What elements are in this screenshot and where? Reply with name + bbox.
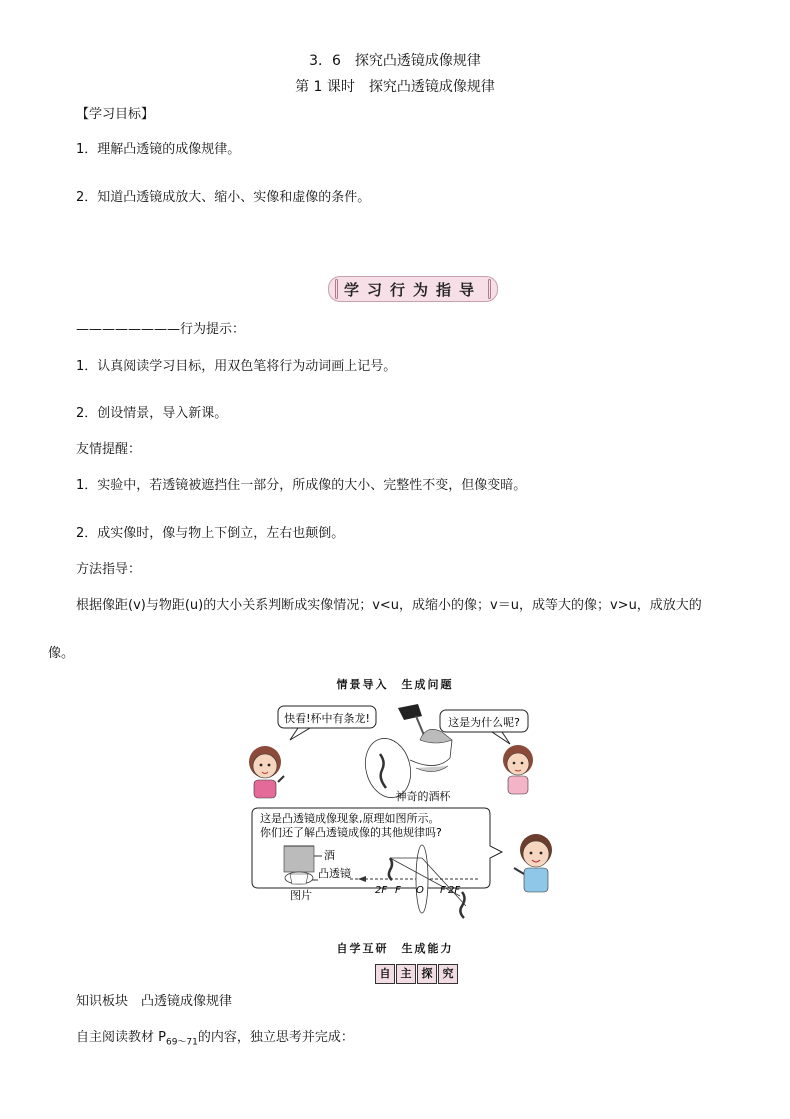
lens-illustration — [240, 696, 570, 936]
girl-right-icon — [503, 745, 533, 794]
reminder-item: 1．实验中，若透镜被遮挡住一部分，所成像的大小、完整性不变，但像变暗。 — [76, 478, 527, 493]
lesson-subtitle: 第 1 课时 探究凸透镜成像规律 — [295, 79, 495, 95]
explain-line-2: 你们还了解凸透镜成像的其他规律吗? — [260, 826, 442, 839]
knowledge-instruction — [76, 1026, 354, 1048]
girl-left-icon — [249, 746, 284, 798]
bubble-left-text: 快看!杯中有条龙! — [284, 712, 370, 725]
tag-char: 探 — [417, 964, 437, 984]
instruction-suffix: 的内容，独立思考并完成： — [197, 1030, 354, 1045]
axis-2f-right: 2F — [448, 885, 461, 896]
method-heading: 方法指导： — [76, 562, 142, 577]
axis-o: O — [416, 885, 424, 896]
page-title: 3．6 探究凸透镜成像规律 — [309, 53, 481, 69]
label-picture: 图片 — [290, 889, 312, 902]
tag-char: 究 — [438, 964, 458, 984]
axis-2f-left: 2F — [375, 885, 388, 896]
axis-f-right: F — [440, 885, 446, 896]
bubble-right-text: 这是为什么呢? — [448, 716, 520, 729]
knowledge-heading: 知识板块 凸透镜成像规律 — [76, 994, 233, 1009]
behavior-item: 2．创设情景，导入新课。 — [76, 406, 228, 421]
self-study-tag — [375, 964, 459, 984]
instruction-prefix: 自主阅读教材 P — [76, 1030, 166, 1045]
figure-caption-bottom: 自学互研 生成能力 — [336, 942, 454, 955]
reminder-heading: 友情提醒： — [76, 442, 142, 457]
cup-label: 神奇的酒杯 — [395, 790, 451, 803]
axis-f-left: F — [395, 885, 401, 896]
tag-char: 自 — [375, 964, 395, 984]
behavior-item: 1．认真阅读学习目标，用双色笔将行为动词画上记号。 — [76, 359, 397, 374]
instruction-pages: 69～71 — [165, 1037, 198, 1048]
reminder-item: 2．成实像时，像与物上下倒立，左右也颠倒。 — [76, 526, 345, 541]
tag-char: 主 — [396, 964, 416, 984]
method-text: 根据像距(v)与物距(u)的大小关系判断成实像情况；v<u，成缩小的像；v＝u，成等大的像；v>u，成放大的 — [76, 598, 702, 613]
label-wine: 酒 — [324, 849, 335, 862]
method-text-cont: 像。 — [48, 646, 75, 661]
explain-line-1: 这是凸透镜成像现象,原理如图所示。 — [260, 812, 440, 825]
objective-item: 2．知道凸透镜成放大、缩小、实像和虚像的条件。 — [76, 190, 371, 205]
objectives-heading: 【学习目标】 — [76, 107, 155, 122]
figure-caption-top: 情景导入 生成问题 — [336, 678, 454, 691]
beaker-icon — [284, 846, 314, 884]
behavior-heading: ————————行为提示： — [76, 322, 246, 337]
section-banner: 学习行为指导 — [328, 276, 498, 302]
objective-item: 1．理解凸透镜的成像规律。 — [76, 142, 241, 157]
boy-icon — [514, 834, 552, 892]
label-lens: 凸透镜 — [318, 867, 351, 880]
image-icon — [460, 892, 464, 918]
convex-lens-icon — [416, 845, 428, 913]
